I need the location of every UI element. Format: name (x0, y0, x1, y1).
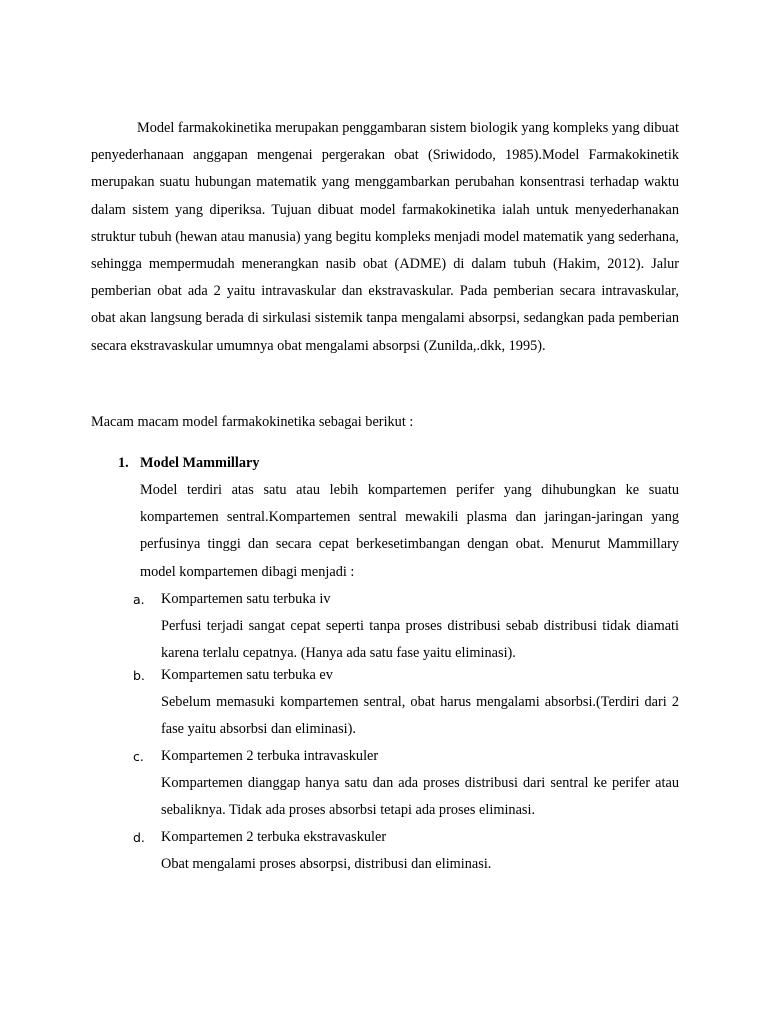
list-item-heading: Model Mammillary (140, 455, 260, 471)
list-lead-text: Macam macam model farmakokinetika sebagai berikut : (91, 414, 414, 430)
subitem-letter: d. (133, 830, 145, 845)
list-item-number: 1. (118, 455, 129, 471)
list-item-body: Model terdiri atas satu atau lebih kompartemen perifer yang dihubungkan ke suatu kompartemen sentral.Kompartemen sentral mewakili plasma dan jaringan-jaringan yang perfusinya tinggi dan secara cepat berkesetimbangan dengan obat. Menurut Mammillary model kompartemen dibagi menjadi : (140, 482, 679, 580)
subitem-title: Kompartemen 2 terbuka intravaskuler (161, 748, 379, 764)
subitem-body: Perfusi terjadi sangat cepat seperti tanpa proses distribusi sebab distribusi tidak diamati karena terlalu cepatnya. (Hanya ada satu fase yaitu eliminasi). (161, 618, 679, 662)
subitem-letter: c. (133, 749, 144, 764)
subitem-title: Kompartemen satu terbuka ev (161, 667, 333, 683)
subitem-body: Sebelum memasuki kompartemen sentral, obat harus mengalami absorbsi.(Terdiri dari 2 fase yaitu absorbsi dan eliminasi). (161, 694, 679, 738)
subitem-title: Kompartemen satu terbuka iv (161, 591, 331, 607)
intro-paragraph: Model farmakokinetika merupakan penggambaran sistem biologik yang kompleks yang dibuat penyederhanaan anggapan mengenai pergerakan obat (Sriwidodo, 1985).Model Farmakokinetik merupakan suatu hubungan matematik yang menggambarkan perubahan konsentrasi terhadap waktu dalam sistem yang diperiksa. Tujuan dibuat model farmakokinetika ialah untuk menyederhanakan struktur tubuh (hewan atau manusia) yang begitu kompleks menjadi model matematik yang sederhana, sehingga mempermudah menerangkan nasib obat (ADME) di dalam tubuh (Hakim, 2012). Jalur pemberian obat ada 2 yaitu intravaskular dan ekstravaskular. Pada pemberian secara intravaskular, obat akan langsung berada di sirkulasi sistemik tanpa mengalami absorpsi, sedangkan pada pemberian secara ekstravaskular umumnya obat mengalami absorpsi (Zunilda,.dkk, 1995). (91, 120, 679, 354)
subitem-title: Kompartemen 2 terbuka ekstravaskuler (161, 829, 387, 845)
subitem-body: Obat mengalami proses absorpsi, distribusi dan eliminasi. (161, 856, 492, 872)
subitem-body: Kompartemen dianggap hanya satu dan ada proses distribusi dari sentral ke perifer atau sebaliknya. Tidak ada proses absorbsi tetapi ada proses eliminasi. (161, 775, 679, 819)
subitem-letter: b. (133, 668, 145, 683)
subitem-letter: a. (133, 592, 145, 607)
